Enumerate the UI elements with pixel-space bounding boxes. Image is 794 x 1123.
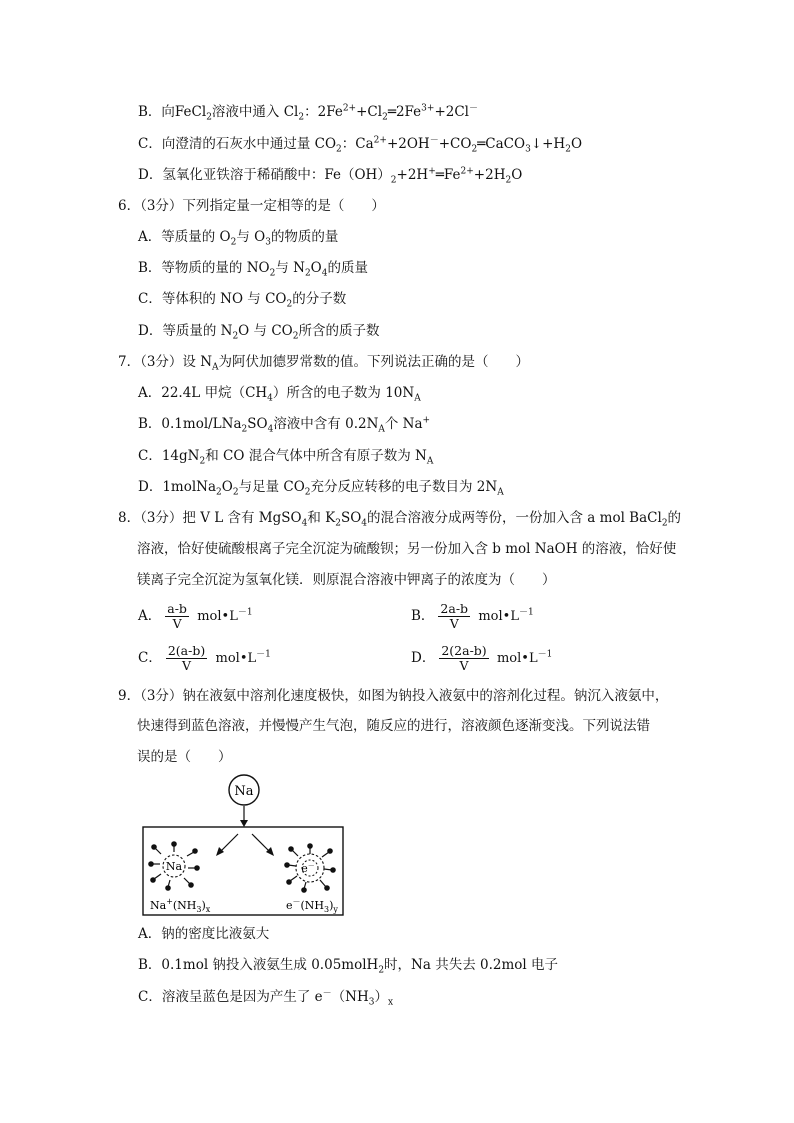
q8-option-d: D． $\frac{2(2a-b)}{V}$ $mol•L^{-1}$ [411,643,553,673]
q7-option-d: D．$1molNa_2O_2$与足量 $CO_2$充分反应转移的电子数目为 $2N_A$ [138,479,504,498]
fraction: $\frac{a-b}{V}$ [167,601,187,631]
solvation-diagram [140,770,350,918]
q6-stem: 6．（3分）下列指定量一定相等的是（ ） [118,198,385,214]
q8-stem-line3: 镁离子完全沉淀为氢氧化镁．则原混合溶液中钾离子的浓度为（ ） [137,572,556,588]
q5-option-d: D．氢氧化亚铁溶于稀硝酸中：$Fe(OH)_2+2H^+═Fe^{2+}+2H_2O$ [138,166,523,186]
fraction: $\frac{2(a-b)}{V}$ [167,643,206,673]
q8-stem-line2: 溶液，恰好使硫酸根离子完全沉淀为硫酸钡；另一份加入含 b mol NaOH 的溶液，恰好使 [137,541,677,557]
fraction: $\frac{2(2a-b)}{V}$ [441,643,487,673]
q8-option-b: B． $\frac{2a-b}{V}$ $mol•L^{-1}$ [411,601,534,631]
q9-option-a: A．钠的密度比液氨大 [138,926,270,942]
q9-stem-line3: 误的是（ ） [137,749,232,765]
q6-option-d: D．等质量的 $N_2O$ 与 $CO_2$所含的质子数 [138,323,380,342]
q6-option-c: C．等体积的 NO 与 $CO_2$的分子数 [138,291,347,310]
q5-option-b: B．向FeCl$_2$溶液中通入 $Cl_2$：$2Fe^{2+}+Cl_2═2Fe^{3+}+2Cl^-$ [138,103,479,123]
q9-option-b: B．0.1mol 钠投入液氨生成 0.05molH$_2$时，Na 共失去 0.2mol 电子 [138,957,558,976]
right-caption: $e^-(NH_3)_y$ [286,897,338,914]
q8-option-c: C． $\frac{2(a-b)}{V}$ $mol•L^{-1}$ [138,643,271,673]
q9-stem-line1: 9．（3分）钠在液氨中溶剂化速度极快，如图为钠投入液氨中的溶剂化过程。钠沉入液氨中， [118,688,669,704]
q7-option-b: B．$0.1mol/LNa_2SO_4$溶液中含有 $0.2N_A$个 Na+ [138,415,431,435]
q5-option-c: C．向澄清的石灰水中通过量 $CO_2$：$Ca^{2+}+2OH^-+CO_2═CaCO_3↓+H_2O$ [138,135,583,155]
q8-option-a: A． $\frac{a-b}{V}$ $mol•L^{-1}$ [138,601,253,631]
q9-stem-line2: 快速得到蓝色溶液，并慢慢产生气泡，随反应的进行，溶液颜色逐渐变浅。下列说法错 [137,718,650,734]
q7-option-c: C．$14gN_2$和 CO 混合气体中所含有原子数为 $N_A$ [138,448,434,467]
q9-option-c: C．溶液呈蓝色是因为产生了 $e^-(NH_3)_x$ [138,988,394,1008]
svg-text:Na: Na [165,860,183,873]
q6-option-a: A．等质量的 $O_2$与 $O_3$的物质的量 [138,229,339,248]
q7-option-a: A．22.4L 甲烷$(CH_4)$所含的电子数为 $10N_A$ [138,385,421,404]
sodium-atom-label: Na [234,784,254,799]
q7-stem: 7．（3分）设 $N_A$为阿伏加德罗常数的值。下列说法正确的是（ ） [118,354,530,373]
fraction: $\frac{2a-b}{V}$ [440,601,469,631]
q8-stem-line1: 8．（3分）把 V L 含有 MgSO$_4$和 $K_2SO_4$的混合溶液分成两等份，一份加入含 a mol BaCl$_2$的 [118,510,682,529]
q6-option-b: B．等物质的量的 $NO_2$与 $N_2O_4$的质量 [138,260,368,279]
left-caption: $Na^+(NH_3)_x$ [150,897,211,914]
svg-text:e－: e－ [301,862,315,875]
